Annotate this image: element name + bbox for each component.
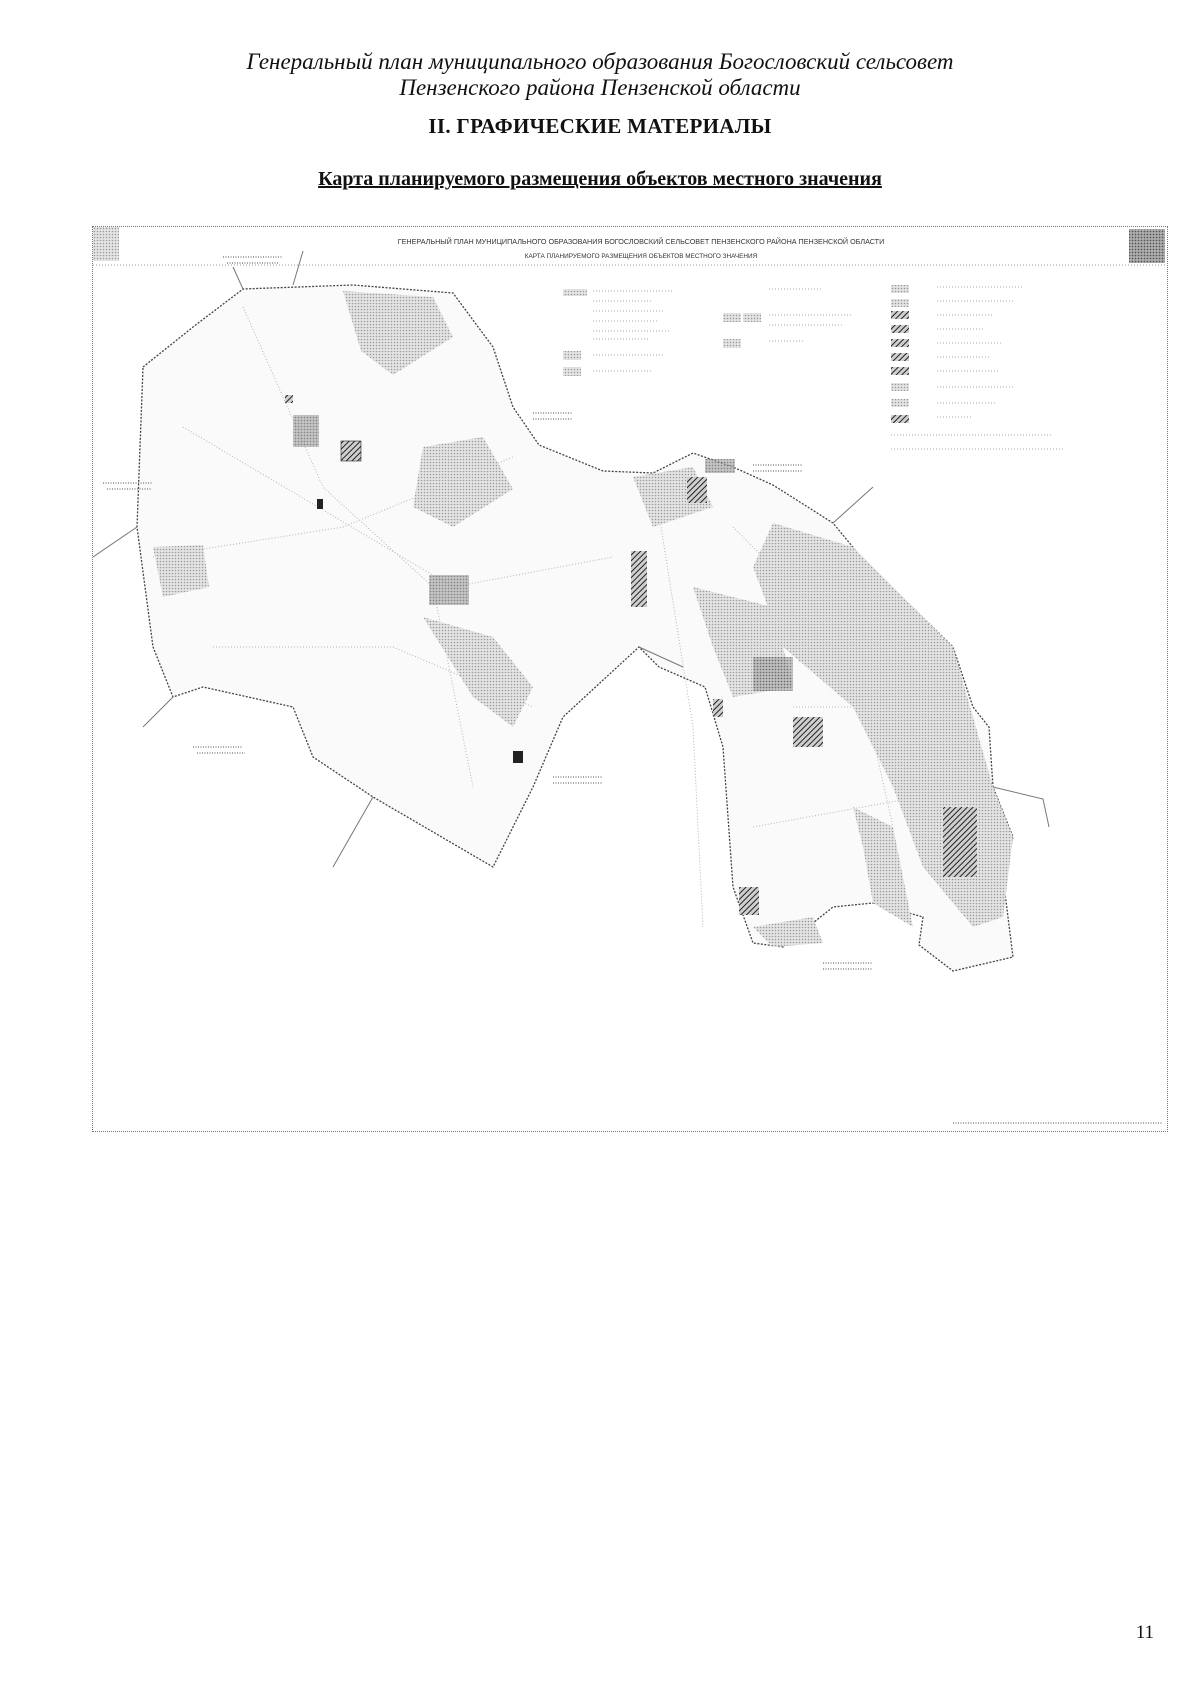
document-header-line-1: Генеральный план муниципального образования Богословский сельсовет: [246, 49, 954, 74]
map-title: ГЕНЕРАЛЬНЫЙ ПЛАН МУНИЦИПАЛЬНОГО ОБРАЗОВАНИЯ БОГОСЛОВСКИЙ СЕЛЬСОВЕТ ПЕНЗЕНСКОГО РАЙОНА ПЕНЗЕНСКОЙ ОБЛАСТИ: [397, 237, 885, 246]
planning-map: [92, 226, 1168, 1132]
map-header: [93, 227, 1167, 265]
map-caption: Карта планируемого размещения объектов местного значения: [318, 168, 882, 190]
map-subtitle: КАРТА ПЛАНИРУЕМОГО РАЗМЕЩЕНИЯ ОБЪЕКТОВ МЕСТНОГО ЗНАЧЕНИЯ: [524, 253, 758, 260]
coat-of-arms-icon: [1129, 229, 1165, 263]
document-header-line-2: Пензенского района Пензенской области: [399, 75, 801, 100]
map-legend: [563, 285, 1063, 449]
section-title: II. ГРАФИЧЕСКИЕ МАТЕРИАЛЫ: [428, 114, 772, 138]
page-number: 11: [1135, 1622, 1154, 1643]
